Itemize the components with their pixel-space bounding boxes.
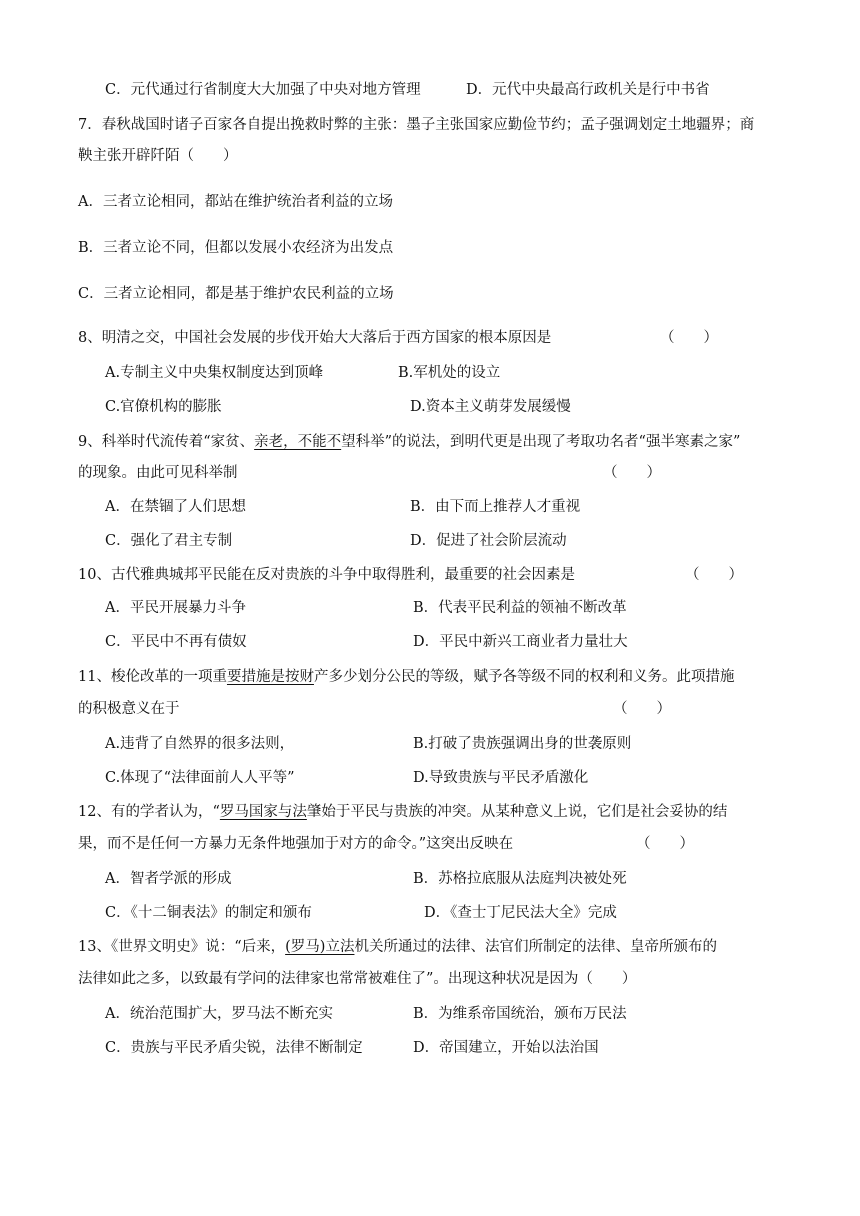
q13-stem-underlined: (罗马)立法 [285, 939, 355, 955]
q8-option-c: C.官僚机构的膨胀 [105, 399, 222, 415]
q9-option-d: D．促进了社会阶层流动 [410, 533, 567, 549]
q10-option-d: D．平民中新兴工商业者力量壮大 [413, 634, 628, 650]
q11-stem-part1: 11、梭伦改革的一项重 [78, 669, 227, 685]
q12-option-c: C．《十二铜表法》的制定和颁布 [105, 905, 312, 921]
q6-option-d: D．元代中央最高行政机关是行中书省 [466, 82, 710, 98]
q11-stem-part2: 产多少划分公民的等级，赋予各等级不同的权利和义务。此项措施 [313, 669, 735, 685]
q12-answer-paren: （ ） [636, 836, 694, 852]
q7-option-b: B．三者立论不同，但都以发展小农经济为出发点 [78, 240, 394, 256]
q11-stem-underlined: 要措施是按财 [226, 669, 314, 685]
q13-stem-part2: 机关所通过的法律、法官们所制定的法律、皇帝所颁布的 [354, 939, 717, 955]
q12-stem-underlined: 罗马国家与法 [219, 804, 307, 820]
q12-option-b: B．苏格拉底服从法庭判决被处死 [413, 871, 627, 887]
q8-answer-paren: （ ） [660, 330, 718, 346]
q9-stem-part1: 9、科举时代流传着“家贫、 [78, 434, 255, 450]
q8-option-a: A.专制主义中央集权制度达到顶峰 [105, 365, 324, 381]
q12-option-d: D．《查士丁尼民法大全》完成 [424, 905, 617, 921]
q13-option-d: D．帝国建立，开始以法治国 [413, 1040, 599, 1056]
q10-option-c: C．平民中不再有债奴 [105, 634, 247, 650]
q11-option-b: B.打破了贵族强调出身的世袭原则 [413, 736, 632, 752]
q9-stem-part2: 望科举”的说法，到明代更是出现了考取功名者“强半寒素之家” [341, 434, 741, 450]
q7-option-a: A．三者立论相同，都站在维护统治者利益的立场 [78, 194, 393, 210]
q10-stem: 10、古代雅典城邦平民能在反对贵族的斗争中取得胜利，最重要的社会因素是 [78, 567, 575, 583]
q13-stem-line1 [78, 937, 717, 957]
q7-option-c: C．三者立论相同，都是基于维护农民利益的立场 [78, 286, 394, 302]
q13-option-a: A．统治范围扩大，罗马法不断充实 [105, 1006, 333, 1022]
q10-answer-paren: （ ） [685, 567, 743, 583]
q12-stem-line2: 果，而不是任何一方暴力无条件地强加于对方的命令。”这突出反映在 [78, 836, 514, 852]
q9-stem-line2: 的现象。由此可见科举制 [78, 465, 238, 481]
q13-stem-line2: 法律如此之多，以致最有学问的法律家也常常被难住了”。出现这种状况是因为（ ） [78, 971, 637, 987]
q11-stem-line1 [78, 667, 734, 687]
q11-stem-line2: 的积极意义在于 [78, 701, 180, 717]
q9-stem-line1 [78, 432, 740, 452]
q13-stem-part1: 13、《世界文明史》说：“后来， [78, 939, 286, 955]
q9-stem-underlined: 亲老，不能不 [254, 434, 342, 450]
q7-stem-line1: 7．春秋战国时诸子百家各自提出挽救时弊的主张：墨子主张国家应勤俭节约；孟子强调划定土地疆界；商 [78, 117, 755, 133]
q12-stem-part1: 12、有的学者认为，“ [78, 804, 220, 820]
q13-option-c: C．贵族与平民矛盾尖锐，法律不断制定 [105, 1040, 363, 1056]
q10-option-a: A．平民开展暴力斗争 [105, 600, 246, 616]
q13-option-b: B．为维系帝国统治，颁布万民法 [413, 1006, 627, 1022]
q12-stem-line1 [78, 802, 727, 822]
q10-option-b: B．代表平民利益的领袖不断改革 [413, 600, 627, 616]
q12-option-a: A．智者学派的形成 [105, 871, 232, 887]
q11-option-a: A.违背了自然界的很多法则， [105, 736, 295, 752]
q11-answer-paren: （ ） [613, 701, 671, 717]
q11-option-d: D.导致贵族与平民矛盾激化 [413, 770, 589, 786]
q11-option-c: C.体现了“法律面前人人平等” [105, 770, 295, 786]
q9-option-b: B．由下而上推荐人才重视 [410, 499, 581, 515]
q7-stem-line2: 鞅主张开辟阡陌（ ） [78, 148, 238, 164]
q8-option-d: D.资本主义萌芽发展缓慢 [410, 399, 571, 415]
q9-answer-paren: （ ） [603, 465, 661, 481]
q6-option-c: C．元代通过行省制度大大加强了中央对地方管理 [105, 82, 421, 98]
q12-stem-part2: 肇始于平民与贵族的冲突。从某种意义上说，它们是社会妥协的结 [306, 804, 728, 820]
q9-option-c: C．强化了君主专制 [105, 533, 233, 549]
q8-option-b: B.军机处的设立 [398, 365, 501, 381]
q9-option-a: A．在禁锢了人们思想 [105, 499, 246, 515]
q8-stem: 8、明清之交，中国社会发展的步伐开始大大落后于西方国家的根本原因是 [78, 330, 552, 346]
